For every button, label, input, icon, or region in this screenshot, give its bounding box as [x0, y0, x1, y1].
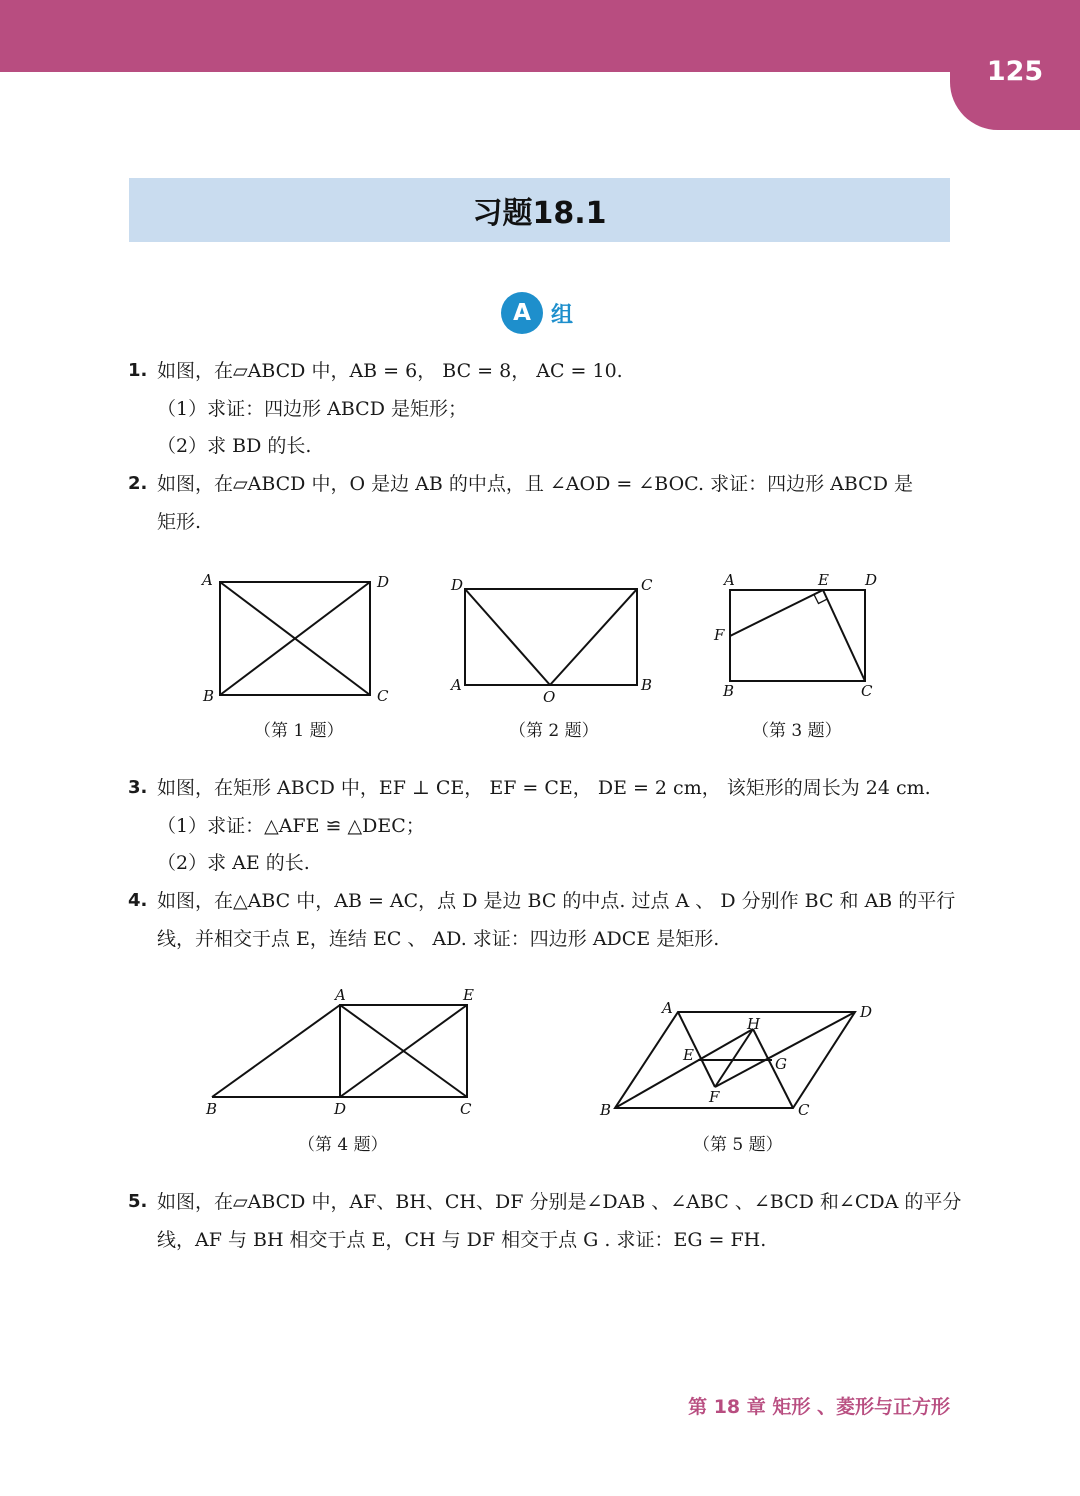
figure-4-caption: （第 4 题） [298, 1135, 388, 1155]
problem-4-line-1: 如图，在△ABC 中，AB = AC，点 D 是边 BC 的中点. 过点 A 、 D 分别作 BC 和 AB 的平行 [157, 890, 956, 912]
problem-3-line-1: 如图，在矩形 ABCD 中，EF ⊥ CE， EF = CE， DE = 2 cm， 该矩形的周长为 24 cm. [157, 777, 931, 799]
fig2-segment-od [465, 589, 550, 685]
figure-5-caption: （第 5 题） [693, 1135, 783, 1155]
fig2-label-c: C [641, 576, 653, 594]
fig5-segment-fh [715, 1029, 753, 1087]
problem-4-line-2: 线，并相交于点 E，连结 EC 、 AD. 求证：四边形 ADCE 是矩形. [157, 928, 720, 950]
figure-1 [195, 565, 405, 719]
group-letter-badge: A [501, 292, 543, 334]
problem-2-line-2: 矩形. [157, 511, 202, 533]
fig3-label-a: A [724, 571, 735, 589]
group-word: 组 [551, 302, 574, 328]
fig4-label-c: C [460, 1100, 472, 1118]
fig2-segment-oc [550, 589, 637, 685]
fig2-rectangle [465, 589, 637, 685]
fig2-label-d: D [451, 576, 464, 594]
fig1-label-a: A [202, 571, 213, 589]
top-band [0, 0, 1080, 72]
fig3-label-b: B [723, 682, 735, 700]
chapter-footer: 第 18 章 矩形 、菱形与正方形 [688, 1396, 950, 1418]
fig4-label-b: B [206, 1100, 218, 1118]
group-label [501, 292, 573, 334]
fig1-label-b: B [203, 687, 215, 705]
problem-2-line-1: 如图，在▱ABCD 中，O 是边 AB 的中点，且 ∠AOD = ∠BOC. 求证：四边形 ABCD 是 [157, 473, 913, 495]
figure-3-caption: （第 3 题） [752, 721, 842, 741]
figure-2-caption: （第 2 题） [509, 721, 599, 741]
fig5-bisector-bh [615, 1029, 753, 1108]
fig4-label-d: D [334, 1100, 347, 1118]
fig5-label-d: D [860, 1003, 873, 1021]
fig5-label-g: G [775, 1055, 787, 1073]
fig2-label-a: A [451, 676, 462, 694]
fig5-label-f: F [709, 1088, 720, 1106]
fig4-segment-ba [212, 1005, 340, 1097]
figure-3 [710, 565, 890, 709]
fig3-label-e: E [818, 571, 829, 589]
problem-2-number: 2. [128, 473, 148, 494]
fig1-label-c: C [377, 687, 389, 705]
problem-1-number: 1. [128, 360, 148, 381]
problem-1-line-2: （1）求证：四边形 ABCD 是矩形； [157, 398, 467, 420]
problem-5-line-1: 如图，在▱ABCD 中，AF、BH、CH、DF 分别是∠DAB 、∠ABC 、∠BCD 和∠CDA 的平分 [157, 1191, 962, 1213]
fig5-label-h: H [747, 1015, 761, 1033]
fig3-label-d: D [865, 571, 878, 589]
fig5-label-a: A [662, 999, 673, 1017]
fig4-label-a: A [335, 986, 346, 1004]
fig3-label-f: F [714, 626, 725, 644]
problem-3-line-3: （2）求 AE 的长. [157, 852, 310, 874]
problem-5-number: 5. [128, 1191, 148, 1212]
fig3-segment-ec [823, 590, 865, 681]
problem-3-number: 3. [128, 777, 148, 798]
problem-4-number: 4. [128, 890, 148, 911]
page-number: 125 [950, 0, 1080, 130]
figure-4 [200, 980, 490, 1124]
figure-5 [595, 995, 885, 1129]
fig4-label-e: E [463, 986, 474, 1004]
fig3-label-c: C [861, 682, 873, 700]
problem-1-line-3: （2）求 BD 的长. [157, 435, 312, 457]
fig5-bisector-ch [753, 1029, 793, 1108]
fig3-segment-fe [730, 590, 823, 636]
fig2-label-b: B [641, 676, 653, 694]
section-title: 习题18.1 [129, 178, 950, 242]
fig1-label-d: D [377, 573, 390, 591]
problem-3-line-2: （1）求证：△AFE ≌ △DEC； [157, 815, 425, 837]
fig5-label-b: B [600, 1101, 612, 1119]
fig5-label-e: E [683, 1046, 694, 1064]
problem-1-line-1: 如图，在▱ABCD 中，AB = 6， BC = 8， AC = 10. [157, 360, 623, 382]
figure-2 [445, 570, 665, 714]
figure-1-caption: （第 1 题） [254, 721, 344, 741]
fig5-bisector-df [715, 1012, 855, 1087]
fig2-label-o: O [543, 688, 556, 706]
problem-5-line-2: 线，AF 与 BH 相交于点 E，CH 与 DF 相交于点 G . 求证：EG = FH. [157, 1229, 767, 1251]
fig5-label-c: C [798, 1101, 810, 1119]
